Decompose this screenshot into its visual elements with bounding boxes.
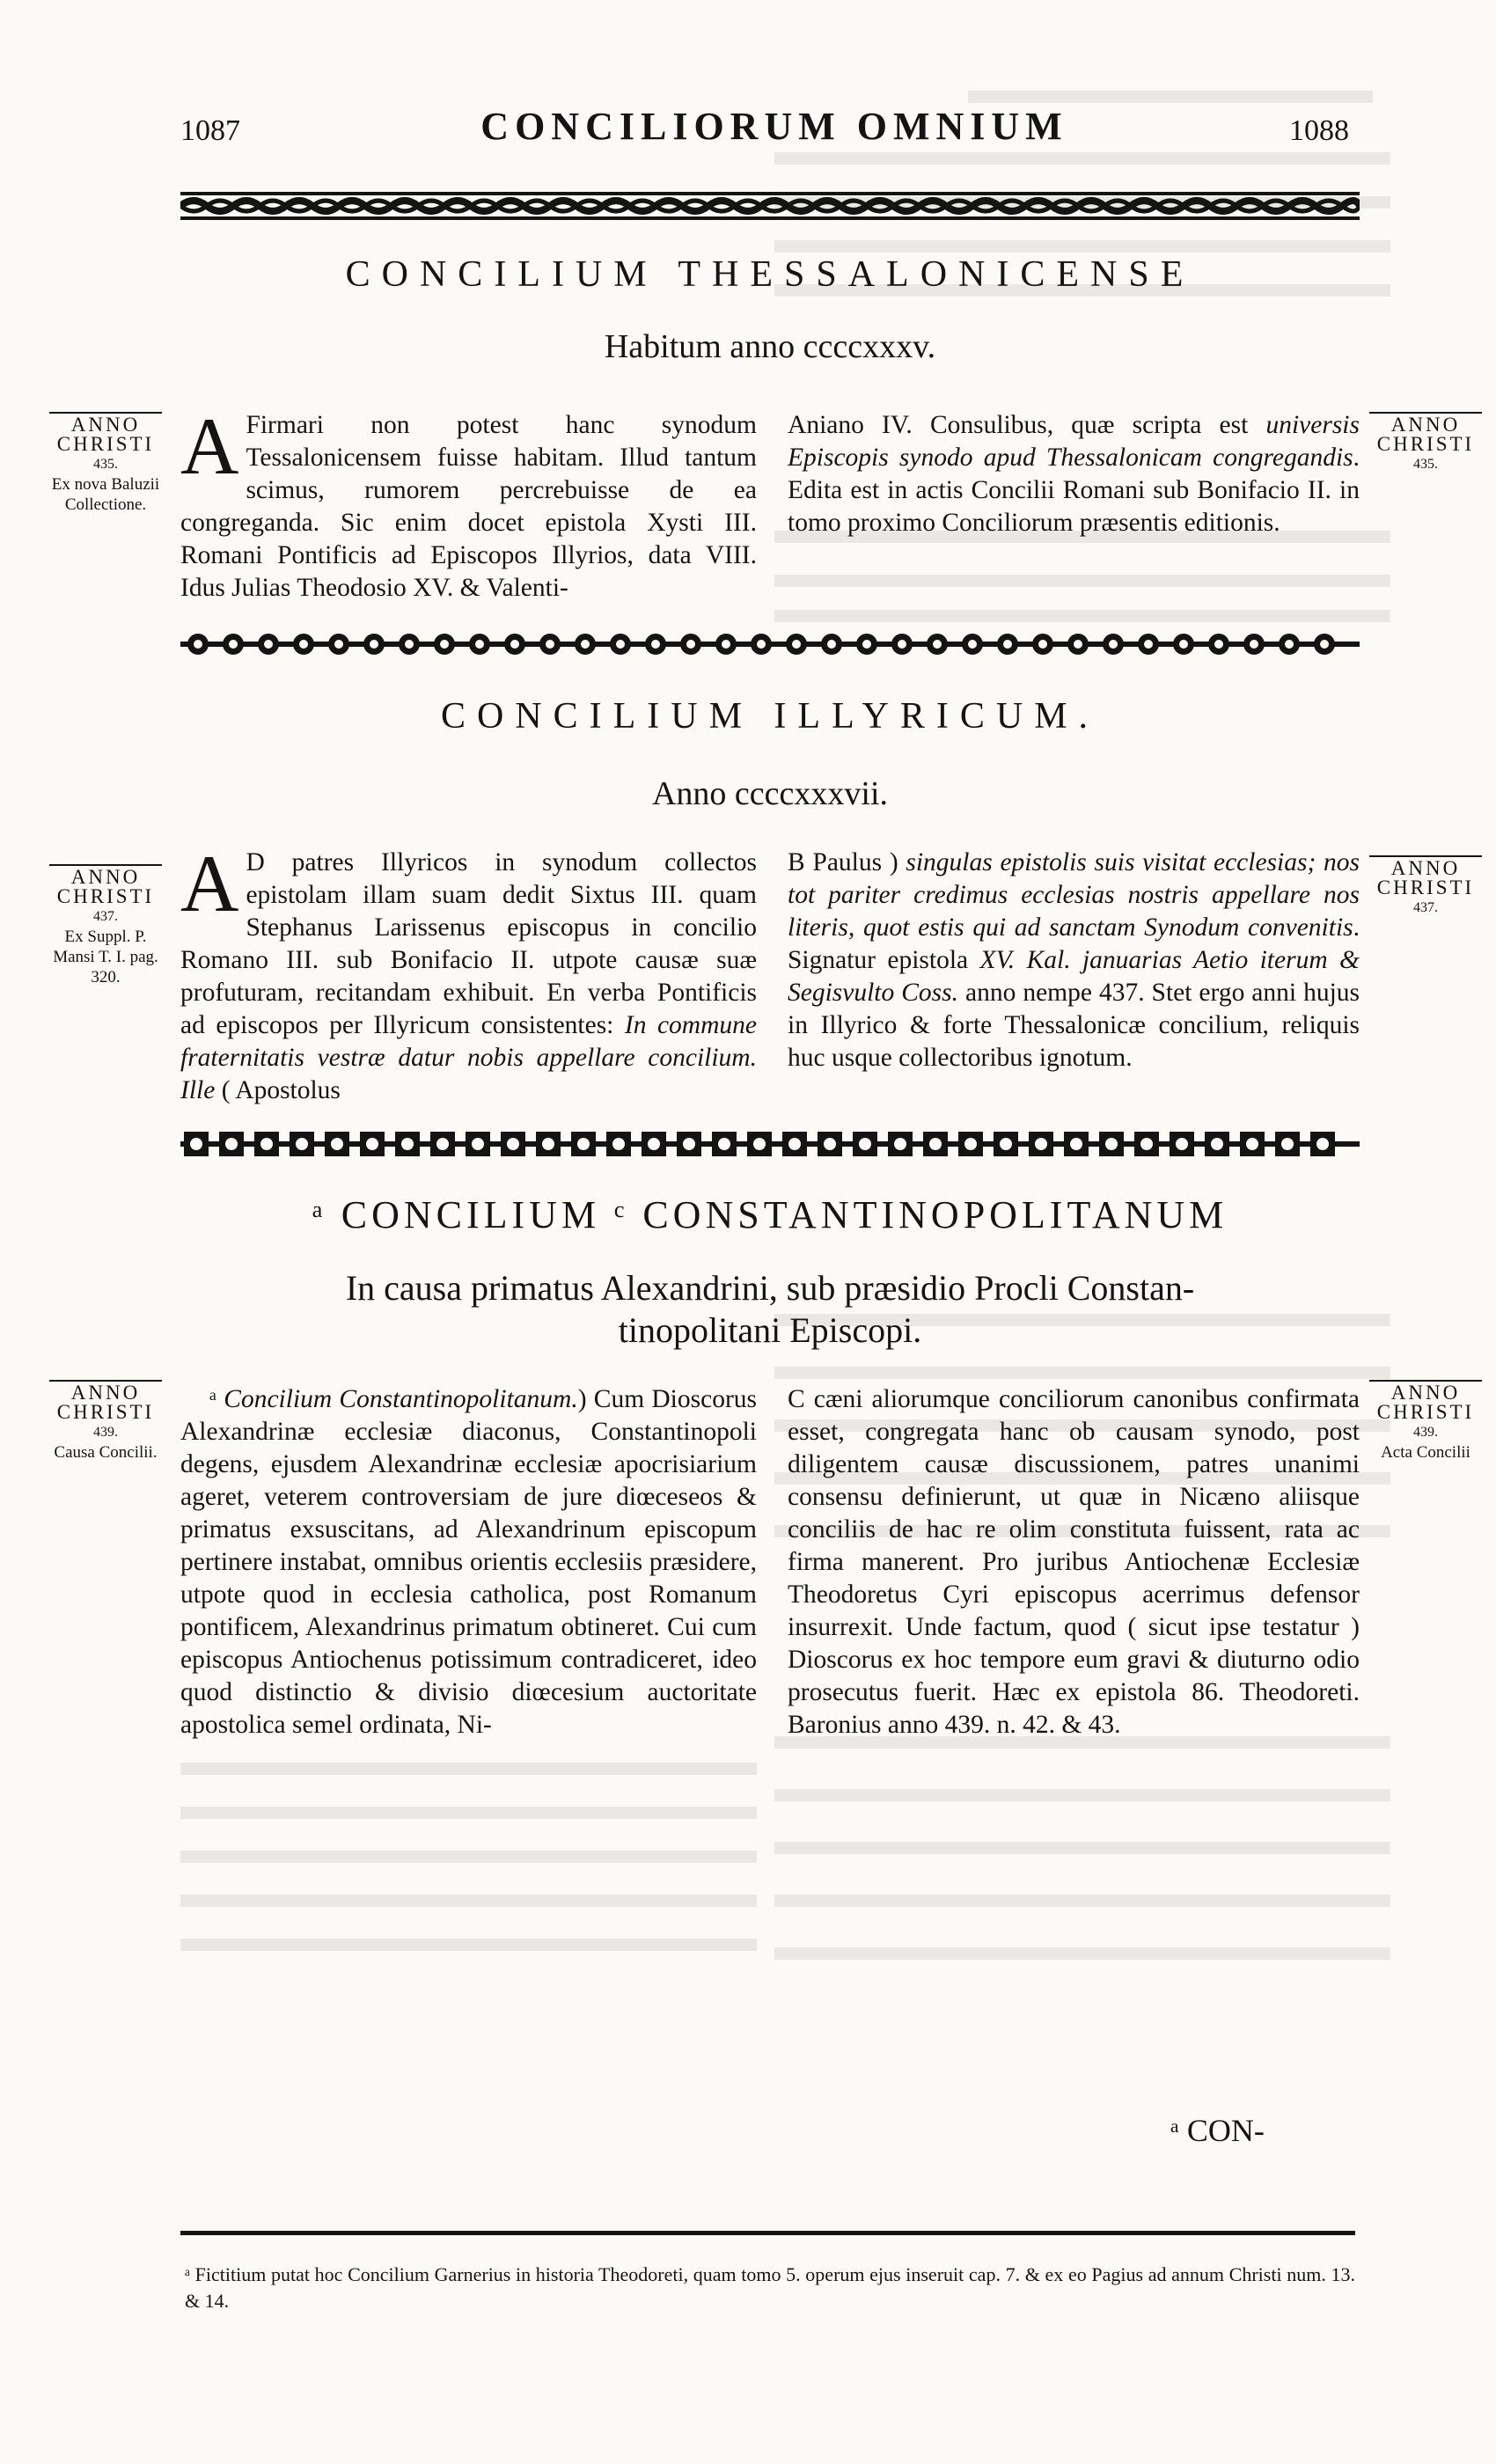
floral-ornament-band xyxy=(180,627,1360,662)
margin-source: Acta Concilii xyxy=(1381,1443,1470,1462)
body-text: cæni aliorumque conciliorum canonibus confirmata esset, congregata hanc ob causam synodo, post diligentem causæ discussionem, patres unanimi consensu definierunt, ut quæ in Nicæno aliisque conciliis de hac re olim constituta fuissent, rata ac firma manerent. Pro juribus Antiochenæ Ecclesiæ Theodoretus Cyri episcopus acerrimus defensor insurrexit. Unde factum, quod ( sicut ipse testatur ) Dioscorus ex hoc tempore eum gravi & diuturno odio prosecutus fuerit. Hæc ex epistola 86. Theodoreti. Baronius anno 439. n. 42. & 43. xyxy=(788,1385,1360,1739)
italic-text: In commune fraternitatis vestræ datur nobis appellare concilium. Ille xyxy=(180,1011,757,1104)
margin-year: 439. xyxy=(93,1425,118,1440)
margin-christi: CHRISTI xyxy=(56,433,155,455)
body-text: D patres Illyricos in synodum collectos epistolam illam suam dedit Sixtus III. quam Stephanus Larissenus episcopus in concilio Romano III. sub Bonifacio II. utpote causæ suæ profuturam, recitandam exhibuit. En verba Pontificis ad episcopos per Illyricum consistentes: xyxy=(180,848,757,1039)
margin-note-right-1 xyxy=(1364,412,1487,474)
section-subtitle-line1: In causa primatus Alexandrini, sub præsidio Procli Constan- xyxy=(345,1268,1195,1308)
section-subtitle-thessalonicense: Habitum anno ccccxxxv. xyxy=(604,328,936,365)
footnote-rule xyxy=(180,2231,1355,2235)
rope-ornament-band xyxy=(180,192,1360,220)
margin-source: Causa Concilii. xyxy=(54,1443,158,1462)
margin-note-right-2 xyxy=(1364,855,1487,918)
margin-anno: ANNO xyxy=(70,414,141,436)
italic-text: XV. Kal. januarias Aetio iterum & Segisvulto Coss. xyxy=(788,946,1360,1007)
column-marker: A xyxy=(788,411,807,439)
column-left-2 xyxy=(180,839,757,1107)
drop-cap: A xyxy=(180,401,239,491)
section-title-constantinopolitanum: ᵃ CONCILIUM ᶜ CONSTANTINOPOLITANUM xyxy=(312,1193,1228,1236)
margin-year: 437. xyxy=(93,909,118,924)
catchword: ᵃ CON- xyxy=(1170,2113,1265,2148)
body-text: Firmari non potest hanc synodum Tessalonicensem fuisse habitam. Illud tantum scimus, rumorem percrebuisse de ea congreganda. Sic enim docet epistola Xysti III. Romani Pontificis ad Episcopos Illyrios, data VIII. Idus Julias Theodosio XV. & Valenti- xyxy=(180,411,757,602)
margin-christi: CHRISTI xyxy=(1376,876,1475,898)
body-text: anno nempe 437. Stet ergo anni hujus in Illyrico & forte Thessalonicæ concilium, reliquis huc usque collectoribus ignotum. xyxy=(788,979,1360,1072)
body-text: Paulus ) xyxy=(812,848,906,876)
italic-text: universis Episcopis synodo apud Thessalonicam congregandis xyxy=(788,411,1360,472)
margin-christi: CHRISTI xyxy=(1376,1401,1475,1423)
margin-christi: CHRISTI xyxy=(1376,433,1475,455)
margin-source: Ex Suppl. P. Mansi T. I. pag. 320. xyxy=(53,928,158,986)
margin-anno: ANNO xyxy=(1390,414,1461,436)
section-subtitle-illyricum: Anno ccccxxxvii. xyxy=(651,775,889,812)
column-right-3 xyxy=(788,1383,1360,1742)
margin-year: 437. xyxy=(1413,900,1438,915)
margin-christi: CHRISTI xyxy=(56,885,155,907)
body-text: ) Cum Dioscorus Alexandrinæ ecclesiæ diaconus, Constantinopoli degens, ejusdem Alexandrinæ ecclesiæ apocrisiarium ageret, veterem controversiam de jure diœceseos & primatus exsuscitans, ad Alexandrinum episcopum pertinere instabat, omnibus orientis ecclesiis præsidere, utpote quod in ecclesia catholica, post Romanum pontificem, Alexandrinus primatum obtineret. Cui cum episcopus Antiochenus potissimum contradiceret, ideo quod distinctio & divisio diœcesium auctoritate apostolica semel ordinata, Ni- xyxy=(180,1385,758,1739)
margin-anno: ANNO xyxy=(1390,1382,1461,1404)
column-right-1 xyxy=(788,409,1360,539)
body-text: . Edita est in actis Concilii Romani sub Bonifacio II. in tomo proximo Conciliorum præsentis editionis. xyxy=(788,444,1360,537)
italic-text: singulas epistolis suis visitat ecclesias; nos tot pariter credimus ecclesias nostris appellare nos literis, quot estis qui ad sanctam Synodum convenitis xyxy=(788,848,1360,942)
footnote-marker: ᵃ xyxy=(209,1385,217,1413)
margin-year: 439. xyxy=(1413,1425,1438,1440)
body-text: niano IV. Consulibus, quæ scripta est xyxy=(806,411,1266,439)
column-marker: B xyxy=(788,848,805,876)
drop-cap: A xyxy=(180,839,239,928)
margin-year: 435. xyxy=(93,457,118,472)
column-right-2 xyxy=(788,847,1360,1074)
margin-source: Ex nova Baluzii Collectione. xyxy=(51,475,160,514)
italic-text: Concilium Constantinopolitanum. xyxy=(224,1385,578,1413)
margin-note-left-2 xyxy=(44,864,167,987)
body-text: ( Apostolus xyxy=(215,1076,341,1104)
section-title-thessalonicense: CONCILIUM THESSALONICENSE xyxy=(345,254,1195,295)
floral-ornament-band xyxy=(180,1126,1360,1162)
column-left-1 xyxy=(180,401,757,605)
margin-note-left-1 xyxy=(44,412,167,515)
column-marker: C xyxy=(788,1385,805,1413)
column-left-3 xyxy=(180,1383,757,1742)
footnote: ᵃ Fictitium putat hoc Concilium Garnerius in historia Theodoreti, quam tomo 5. operum ejus inseruit cap. 7. & ex eo Pagius ad annum Christi num. 13. & 14. xyxy=(185,2263,1355,2312)
margin-note-left-3 xyxy=(44,1380,167,1463)
margin-anno: ANNO xyxy=(70,1382,141,1404)
margin-anno: ANNO xyxy=(70,866,141,888)
body-text: . Signatur epistola xyxy=(788,913,1360,974)
margin-year: 435. xyxy=(1413,457,1438,472)
page-number-left: 1087 xyxy=(180,114,240,147)
margin-christi: CHRISTI xyxy=(56,1401,155,1423)
margin-anno: ANNO xyxy=(1390,857,1461,879)
page-number-right: 1088 xyxy=(1289,114,1349,147)
section-subtitle-line2: tinopolitani Episcopi. xyxy=(618,1310,922,1350)
running-title: CONCILIORUM OMNIUM xyxy=(480,105,1068,148)
margin-note-right-3 xyxy=(1364,1380,1487,1463)
section-title-illyricum: CONCILIUM ILLYRICUM. xyxy=(440,696,1100,737)
